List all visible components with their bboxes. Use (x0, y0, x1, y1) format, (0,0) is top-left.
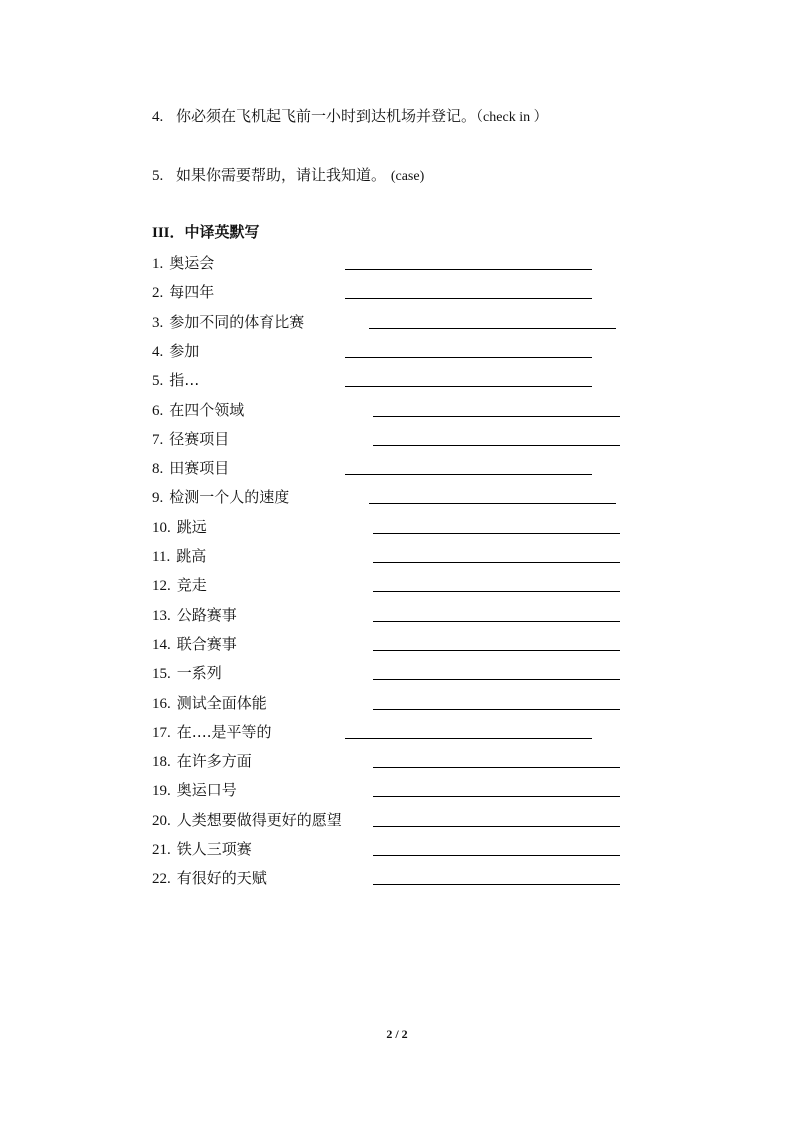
vocab-item-number: 10. (152, 519, 171, 536)
vocab-item-text: 联合赛事 (176, 634, 237, 653)
vocab-item (152, 574, 207, 596)
vocab-item (152, 750, 252, 772)
item-hint: (case) (390, 169, 425, 184)
vocab-item (152, 516, 207, 538)
vocab-item (152, 340, 199, 362)
vocab-item-text: 在许多方面 (176, 752, 252, 771)
answer-blank-line[interactable] (345, 298, 592, 299)
item-number: 5. (152, 168, 164, 184)
vocab-item (152, 281, 214, 303)
vocab-item-text: 一系列 (176, 664, 222, 683)
vocab-item (152, 428, 229, 450)
answer-blank-line[interactable] (373, 416, 620, 417)
vocab-item-text: 指… (169, 371, 200, 390)
vocab-item (152, 662, 222, 684)
vocab-item-text: 跳远 (176, 517, 207, 536)
vocab-item (152, 311, 304, 333)
answer-blank-line[interactable] (373, 591, 620, 592)
vocab-item (152, 252, 214, 274)
vocab-item-number: 14. (152, 636, 171, 653)
vocab-item-number: 7. (152, 431, 164, 448)
answer-blank-line[interactable] (373, 855, 620, 856)
vocab-item (152, 604, 237, 626)
vocab-item-number: 3. (152, 314, 164, 331)
vocab-item-number: 8. (152, 461, 164, 478)
vocab-item-text: 测试全面体能 (176, 693, 267, 712)
vocab-item-number: 6. (152, 402, 164, 419)
answer-blank-line[interactable] (345, 269, 592, 270)
vocab-item (152, 692, 267, 714)
answer-blank-line[interactable] (373, 884, 620, 885)
item-number: 4. (152, 109, 164, 125)
vocab-item-number: 19. (152, 783, 171, 800)
vocab-item-text: 参加 (169, 341, 200, 360)
vocab-item-text: 参加不同的体育比赛 (169, 312, 305, 331)
answer-blank-line[interactable] (373, 796, 620, 797)
vocab-item-number: 13. (152, 607, 171, 624)
answer-blank-line[interactable] (373, 533, 620, 534)
vocab-item-number: 21. (152, 842, 171, 858)
vocab-item (152, 633, 237, 655)
section-title: ．中译英默写 (169, 223, 260, 241)
vocab-item-number: 16. (152, 695, 171, 712)
vocab-item-text: 奥运会 (169, 254, 215, 272)
answer-blank-line[interactable] (373, 826, 620, 827)
vocab-item (152, 809, 342, 831)
vocab-item-number: 5. (152, 373, 164, 390)
answer-blank-line[interactable] (345, 386, 592, 387)
vocab-item (152, 867, 267, 889)
vocab-item-text: 在四个领域 (169, 400, 245, 419)
vocab-item-number: 4. (152, 343, 164, 360)
answer-blank-line[interactable] (373, 445, 620, 446)
answer-blank-line[interactable] (345, 474, 592, 475)
answer-blank-line[interactable] (345, 357, 592, 358)
answer-blank-line[interactable] (373, 709, 620, 710)
vocab-item-text: 在….是平等的 (176, 722, 272, 741)
vocab-item-text: 检测一个人的速度 (169, 488, 290, 507)
section-roman-numeral: III (152, 225, 170, 241)
vocab-item (152, 399, 244, 421)
vocab-item-text: 奥运口号 (176, 781, 237, 800)
vocab-item-text: 竞走 (176, 576, 207, 595)
translation-item-5 (152, 165, 424, 187)
vocab-item-text: 人类想要做得更好的愿望 (176, 810, 342, 829)
vocab-item-text: 田赛项目 (169, 459, 230, 478)
answer-blank-line[interactable] (373, 650, 620, 651)
vocab-item-text: 跳高 (176, 547, 207, 565)
translation-item-4 (152, 106, 548, 128)
vocab-item (152, 838, 252, 860)
vocab-item-number: 2. (152, 285, 164, 302)
vocab-item (152, 457, 229, 479)
answer-blank-line[interactable] (345, 738, 592, 739)
vocab-item-text: 铁人三项赛 (176, 840, 252, 858)
vocab-item-number: 9. (152, 490, 164, 507)
item-hint: （check in ） (476, 110, 548, 125)
item-text: 如果你需要帮助，请让我知道。 (176, 166, 387, 184)
answer-blank-line[interactable] (373, 767, 620, 768)
vocab-item-number: 15. (152, 666, 171, 683)
answer-blank-line[interactable] (369, 328, 616, 329)
vocab-item-number: 22. (152, 871, 171, 888)
vocab-item-text: 径赛项目 (169, 429, 230, 448)
vocab-item-text: 有很好的天赋 (176, 869, 267, 888)
vocab-item (152, 545, 206, 567)
vocab-item (152, 486, 289, 508)
answer-blank-line[interactable] (373, 562, 620, 563)
item-text: 你必须在飞机起飞前一小时到达机场并登记。 (176, 107, 477, 125)
vocab-item (152, 721, 272, 743)
vocab-item-number: 12. (152, 578, 171, 595)
vocab-item-number: 1. (152, 256, 164, 272)
vocab-item-number: 18. (152, 754, 171, 771)
vocab-item-text: 公路赛事 (176, 605, 237, 624)
vocab-item-number: 20. (152, 812, 171, 829)
answer-blank-line[interactable] (369, 503, 616, 504)
section-heading (152, 222, 260, 243)
vocab-item (152, 779, 237, 801)
vocab-item-text: 每四年 (169, 283, 215, 302)
answer-blank-line[interactable] (373, 679, 620, 680)
page-number: 2 / 2 (386, 1027, 408, 1041)
vocab-item (152, 369, 199, 391)
vocab-item-number: 17. (152, 724, 171, 741)
vocab-item-number: 11. (152, 549, 171, 565)
answer-blank-line[interactable] (373, 621, 620, 622)
